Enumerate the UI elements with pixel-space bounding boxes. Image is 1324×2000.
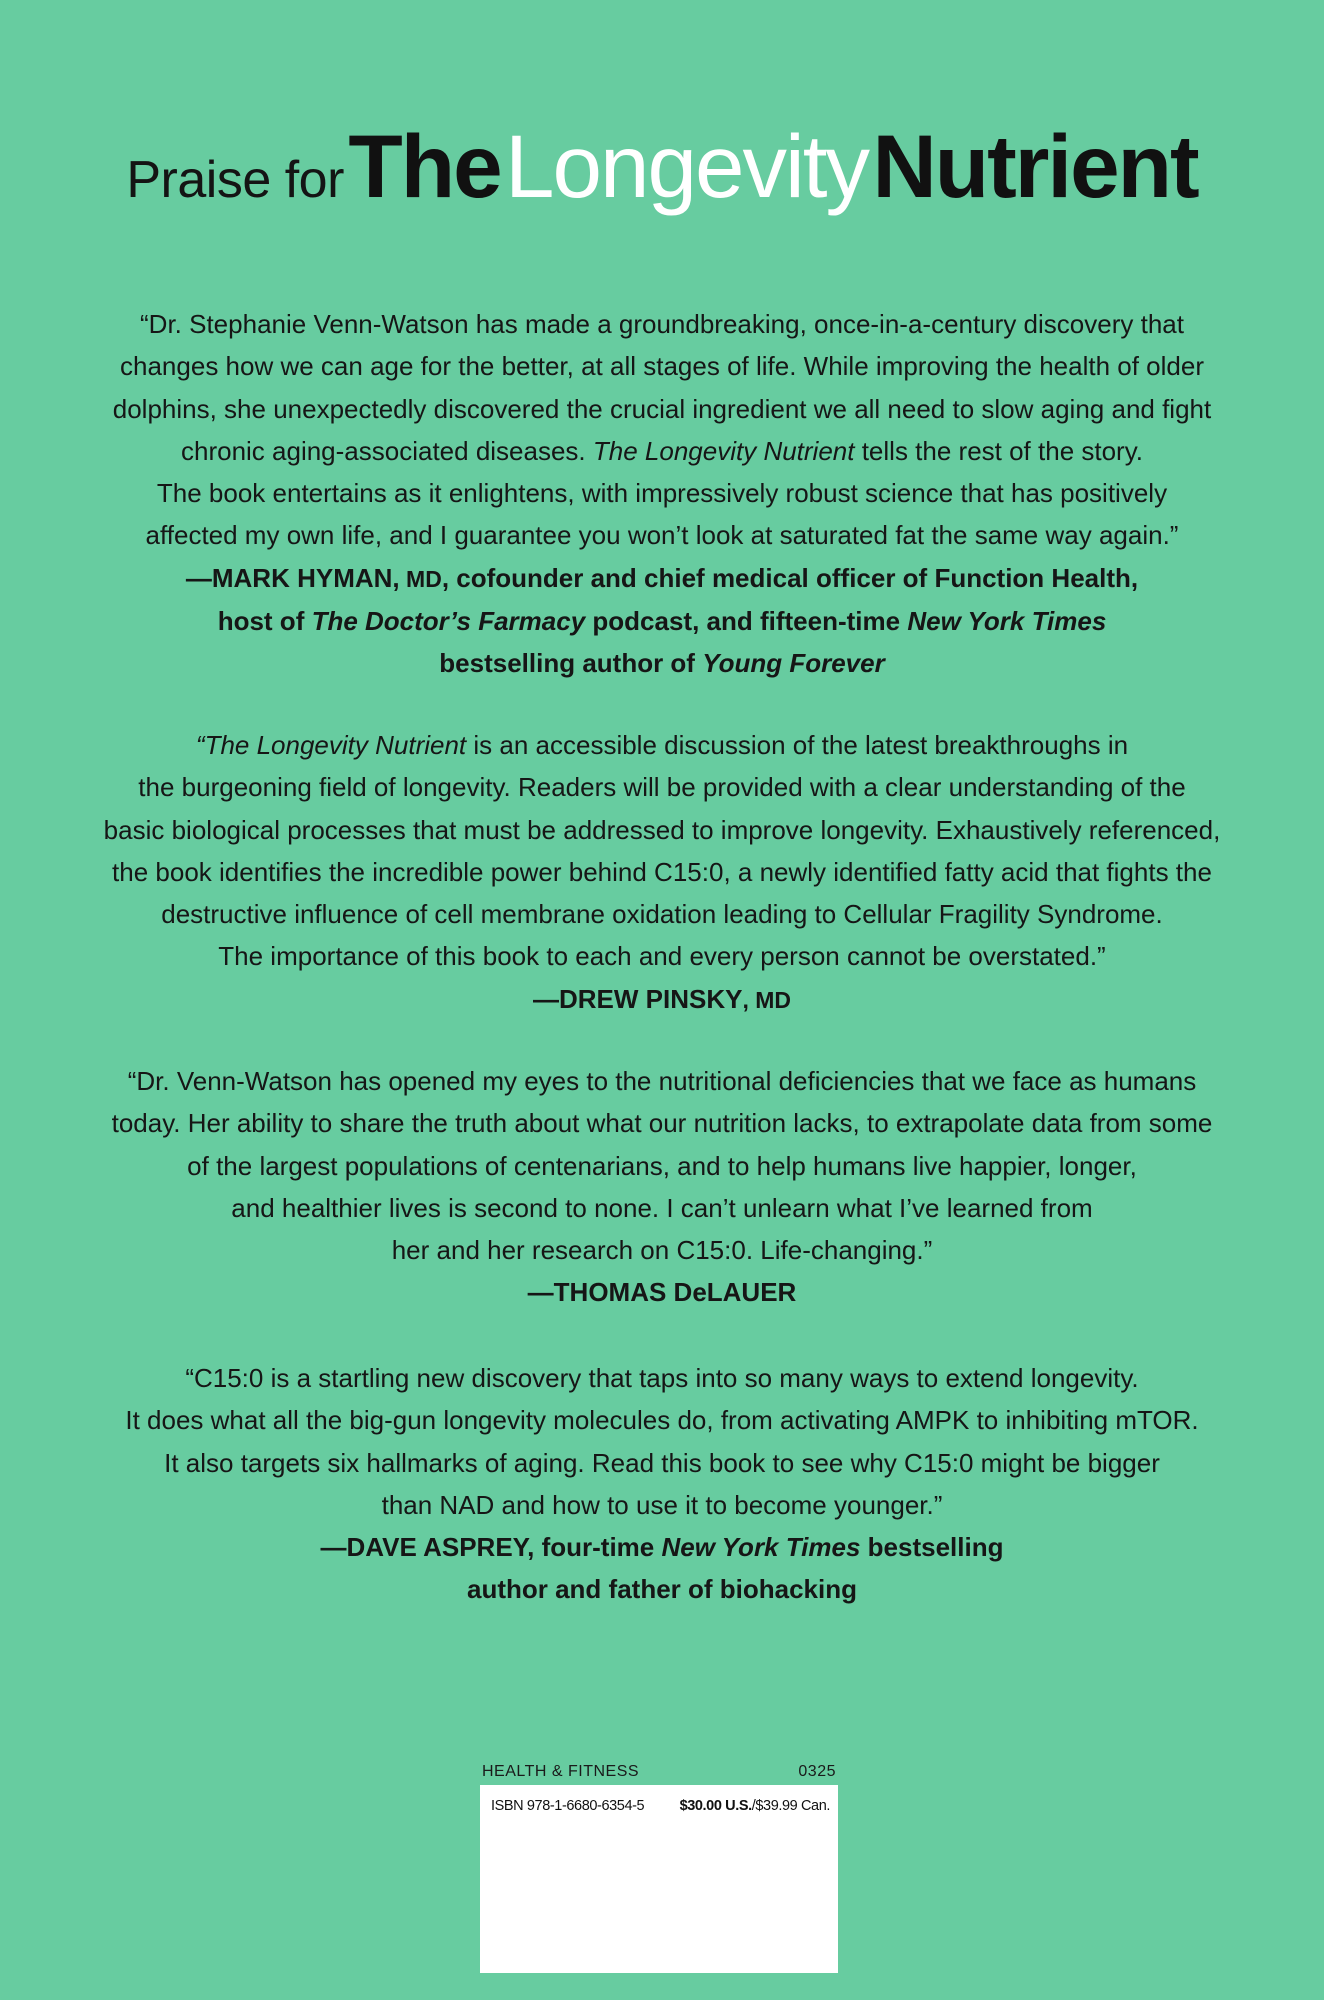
quote-line: changes how we can age for the better, at all stages of life. While improving the health of older <box>120 351 1204 382</box>
quote-line: “The Longevity Nutrient is an accessible discussion of the latest breakthroughs in <box>195 730 1129 760</box>
category-label: HEALTH & FITNESS <box>482 1763 640 1780</box>
price-can: /$39.99 Can. <box>751 1798 830 1814</box>
quote-drew-pinsky <box>70 724 1254 1021</box>
title-praise-for: Praise for <box>126 151 344 209</box>
quote-line: than NAD and how to use it to become younger.” <box>381 1489 943 1520</box>
isbn-price-row <box>491 1798 830 1814</box>
quote-line: It does what all the big-gun longevity molecules do, from activating AMPK to inhibiting mTOR. <box>125 1405 1199 1436</box>
quote-thomas-delauer <box>70 1060 1254 1314</box>
price-us: $30.00 U.S. <box>679 1798 752 1814</box>
quote-line: dolphins, she unexpectedly discovered the crucial ingredient we all need to slow aging and fight <box>112 393 1212 424</box>
barcode-block <box>480 1763 838 1973</box>
title-nutrient: Nutrient <box>872 116 1198 216</box>
quote-line: The book entertains as it enlightens, with impressively robust science that has positively <box>156 478 1168 509</box>
quote-line: and healthier lives is second to none. I can’t unlearn what I’ve learned from <box>231 1192 1093 1223</box>
quote-line: the book identifies the incredible power behind C15:0, a newly identified fatty acid that fights the <box>112 856 1212 887</box>
quote-attribution: author and father of biohacking <box>466 1574 857 1605</box>
quote-line: destructive influence of cell membrane oxidation leading to Cellular Fragility Syndrome. <box>161 899 1163 930</box>
title-the: The <box>348 116 501 216</box>
quote-line: basic biological processes that must be addressed to improve longevity. Exhaustively referenced, <box>103 814 1221 845</box>
quote-attribution: —DAVE ASPREY, four-time New York Times bestselling <box>320 1532 1004 1563</box>
quote-line: affected my own life, and I guarantee you won’t look at saturated fat the same way again.” <box>145 520 1179 551</box>
quote-line: The importance of this book to each and every person cannot be overstated.” <box>218 941 1106 972</box>
quote-line: the burgeoning field of longevity. Readers will be provided with a clear understanding of the <box>138 772 1186 803</box>
quote-line: today. Her ability to share the truth about what our nutrition lacks, to extrapolate data from some <box>111 1108 1213 1139</box>
quote-dave-asprey <box>70 1357 1254 1611</box>
quote-attribution: —DREW PINSKY, MD <box>532 983 792 1014</box>
quote-line: “C15:0 is a startling new discovery that taps into so many ways to extend longevity. <box>185 1363 1139 1393</box>
quote-line: It also targets six hallmarks of aging. Read this book to see why C15:0 might be bigger <box>164 1447 1160 1478</box>
quote-line: “Dr. Stephanie Venn-Watson has made a groundbreaking, once-in-a-century discovery that <box>140 309 1184 339</box>
price-code: 0325 <box>798 1763 836 1780</box>
price <box>680 1798 830 1814</box>
title-longevity: Longevity <box>505 116 869 216</box>
category-row <box>480 1763 838 1785</box>
quote-line: “Dr. Venn-Watson has opened my eyes to the nutritional deficiencies that we face as humans <box>127 1066 1197 1096</box>
quote-line: chronic aging-associated diseases. The Longevity Nutrient tells the rest of the story. <box>180 435 1144 466</box>
isbn: ISBN 978-1-6680-6354-5 <box>491 1798 645 1814</box>
quote-attribution: —MARK HYMAN, MD, cofounder and chief medical officer of Function Health, <box>185 562 1139 593</box>
book-title-italic: The Longevity Nutrient <box>592 435 855 466</box>
barcode-box <box>480 1785 838 1973</box>
quote-mark-hyman <box>70 303 1254 685</box>
quote-attribution: host of The Doctor’s Farmacy podcast, and fifteen-time New York Times <box>217 606 1107 637</box>
quote-attribution: —THOMAS DeLAUER <box>527 1277 797 1308</box>
quote-line: her and her research on C15:0. Life-changing.” <box>391 1235 933 1266</box>
book-title <box>0 116 1324 216</box>
quote-line: of the largest populations of centenarians, and to help humans live happier, longer, <box>187 1150 1137 1181</box>
quote-attribution: bestselling author of Young Forever <box>439 648 885 679</box>
